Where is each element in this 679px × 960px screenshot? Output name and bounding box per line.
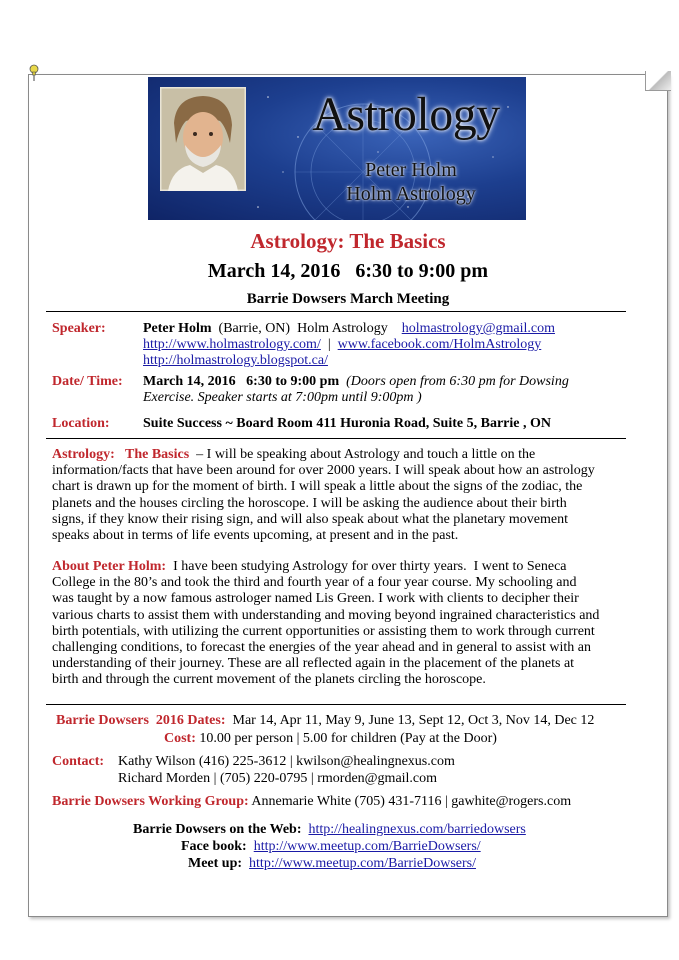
bio-line: challenging conditions, to forecast the energies of the year ahead and in general to assist with an: [52, 640, 591, 656]
working-group-label: Barrie Dowsers Working Group:: [52, 794, 249, 809]
bio-line: various charts to assist them with understanding and moving beyond ingrained characteristics and: [52, 607, 600, 623]
facebook-meetup-link[interactable]: http://www.meetup.com/BarrieDowsers/: [253, 839, 481, 854]
bio-line: I have been studying Astrology for over thirty years. I went to Seneca: [173, 559, 567, 574]
presenter-photo: [160, 87, 246, 191]
speaker-city: (Barrie, ON): [218, 321, 291, 336]
speaker-email-link[interactable]: holmastrology@gmail.com: [401, 321, 555, 336]
page-curl-corner: [645, 71, 671, 91]
talk-heading: Astrology: The Basics: [52, 447, 190, 462]
website-link[interactable]: http://www.holmastrology.com/: [143, 337, 321, 352]
talk-line: information/facts that have been around for over 2000 years. I will speak about how an astrology: [52, 463, 595, 479]
talk-line: signs, if they know their rising sign, and will also speak about what the planetary movement: [52, 511, 568, 527]
talk-line: speaks about in terms of life events upcoming, at present and in the past.: [52, 528, 459, 544]
talk-description: [52, 447, 628, 544]
datetime-label: Date/ Time:: [52, 374, 123, 389]
facebook-link[interactable]: www.facebook.com/HolmAstrology: [337, 337, 542, 352]
bio-line: understanding of their journey. These are all reflected again in the placement of the planets at: [52, 656, 575, 672]
bio-heading: About Peter Holm:: [52, 559, 167, 574]
location-value: Suite Success ~ Board Room 411 Huronia Road, Suite 5, Barrie , ON: [143, 416, 551, 431]
blog-link[interactable]: http://holmastrology.blogspot.ca/: [143, 353, 328, 368]
link-separator: |: [327, 337, 331, 352]
facebook-label: Face book:: [181, 839, 247, 854]
web-line: [133, 822, 526, 838]
banner-presenter: Peter Holm: [365, 159, 457, 181]
speaker-line: [143, 321, 555, 337]
meetup-line: [188, 856, 476, 872]
divider: [46, 311, 626, 312]
contact-richard: Richard Morden | (705) 220-0795 | rmorden@gmail.com: [118, 771, 438, 786]
speaker-links-line: [143, 337, 541, 353]
bio-line: birth potentials, with utilizing the current opportunities or assisting them to work through current: [52, 623, 595, 639]
event-date: March 14, 2016 6:30 to 9:00 pm: [207, 260, 489, 282]
divider: [46, 438, 626, 439]
talk-line: – I will be speaking about Astrology and touch a little on the: [196, 447, 536, 462]
datetime-line: [143, 374, 569, 390]
astrology-banner: [148, 77, 526, 220]
talk-line: planets and the houses circling the horoscope. I will be asking the audience about their birth: [52, 495, 567, 511]
healingnexus-link[interactable]: http://healingnexus.com/barriedowsers: [308, 822, 526, 837]
dates-label: Barrie Dowsers 2016 Dates:: [56, 713, 226, 728]
contact-label: Contact:: [52, 754, 105, 769]
event-title: Astrology: The Basics: [250, 229, 446, 253]
speaker-bio: [52, 559, 628, 689]
bio-line: was taught by a now famous astrologer named Lis Green. I work with clients to decipher their: [52, 591, 579, 607]
dates-value: Mar 14, Apr 11, May 9, June 13, Sept 12, Oct 3, Nov 14, Dec 12: [232, 713, 595, 728]
cost-label: Cost:: [164, 731, 196, 746]
contact-kathy: Kathy Wilson (416) 225-3612 | kwilson@healingnexus.com: [118, 754, 455, 769]
speaker-label: Speaker:: [52, 321, 106, 336]
bio-line: College in the 80’s and took the third and fourth year of a four year course. My schooling and: [52, 575, 577, 591]
divider: [46, 704, 626, 705]
banner-business: Holm Astrology: [346, 183, 476, 205]
datetime-note-2: Exercise. Speaker starts at 7:00pm until 9:00pm ): [143, 390, 422, 405]
blog-line: [143, 353, 328, 369]
pushpin-icon: [27, 64, 41, 82]
location-label: Location:: [52, 416, 110, 431]
working-group-value: Annemarie White (705) 431-7116 | gawhite@rogers.com: [251, 794, 572, 809]
web-label: Barrie Dowsers on the Web:: [133, 822, 302, 837]
banner-title: Astrology: [312, 88, 500, 141]
speaker-name: Peter Holm: [143, 321, 212, 336]
talk-line: chart is drawn up for the moment of birth. I will speak a little about the signs of the zodiac, the: [52, 479, 583, 495]
dates-line: [56, 713, 594, 729]
datetime-note-1: (Doors open from 6:30 pm for Dowsing: [346, 374, 569, 389]
working-group-line: [52, 794, 571, 810]
datetime-value: March 14, 2016 6:30 to 9:00 pm: [143, 374, 340, 389]
meetup-label: Meet up:: [188, 856, 243, 871]
meetup-link[interactable]: http://www.meetup.com/BarrieDowsers/: [249, 856, 476, 871]
meeting-name: Barrie Dowsers March Meeting: [246, 291, 450, 307]
speaker-company: Holm Astrology: [297, 321, 388, 336]
cost-line: [164, 731, 497, 747]
facebook-line: [181, 839, 481, 855]
bio-line: birth and through the current movement of the planets circling the horoscope.: [52, 672, 486, 688]
cost-value: 10.00 per person | 5.00 for children (Pay at the Door): [199, 731, 497, 746]
